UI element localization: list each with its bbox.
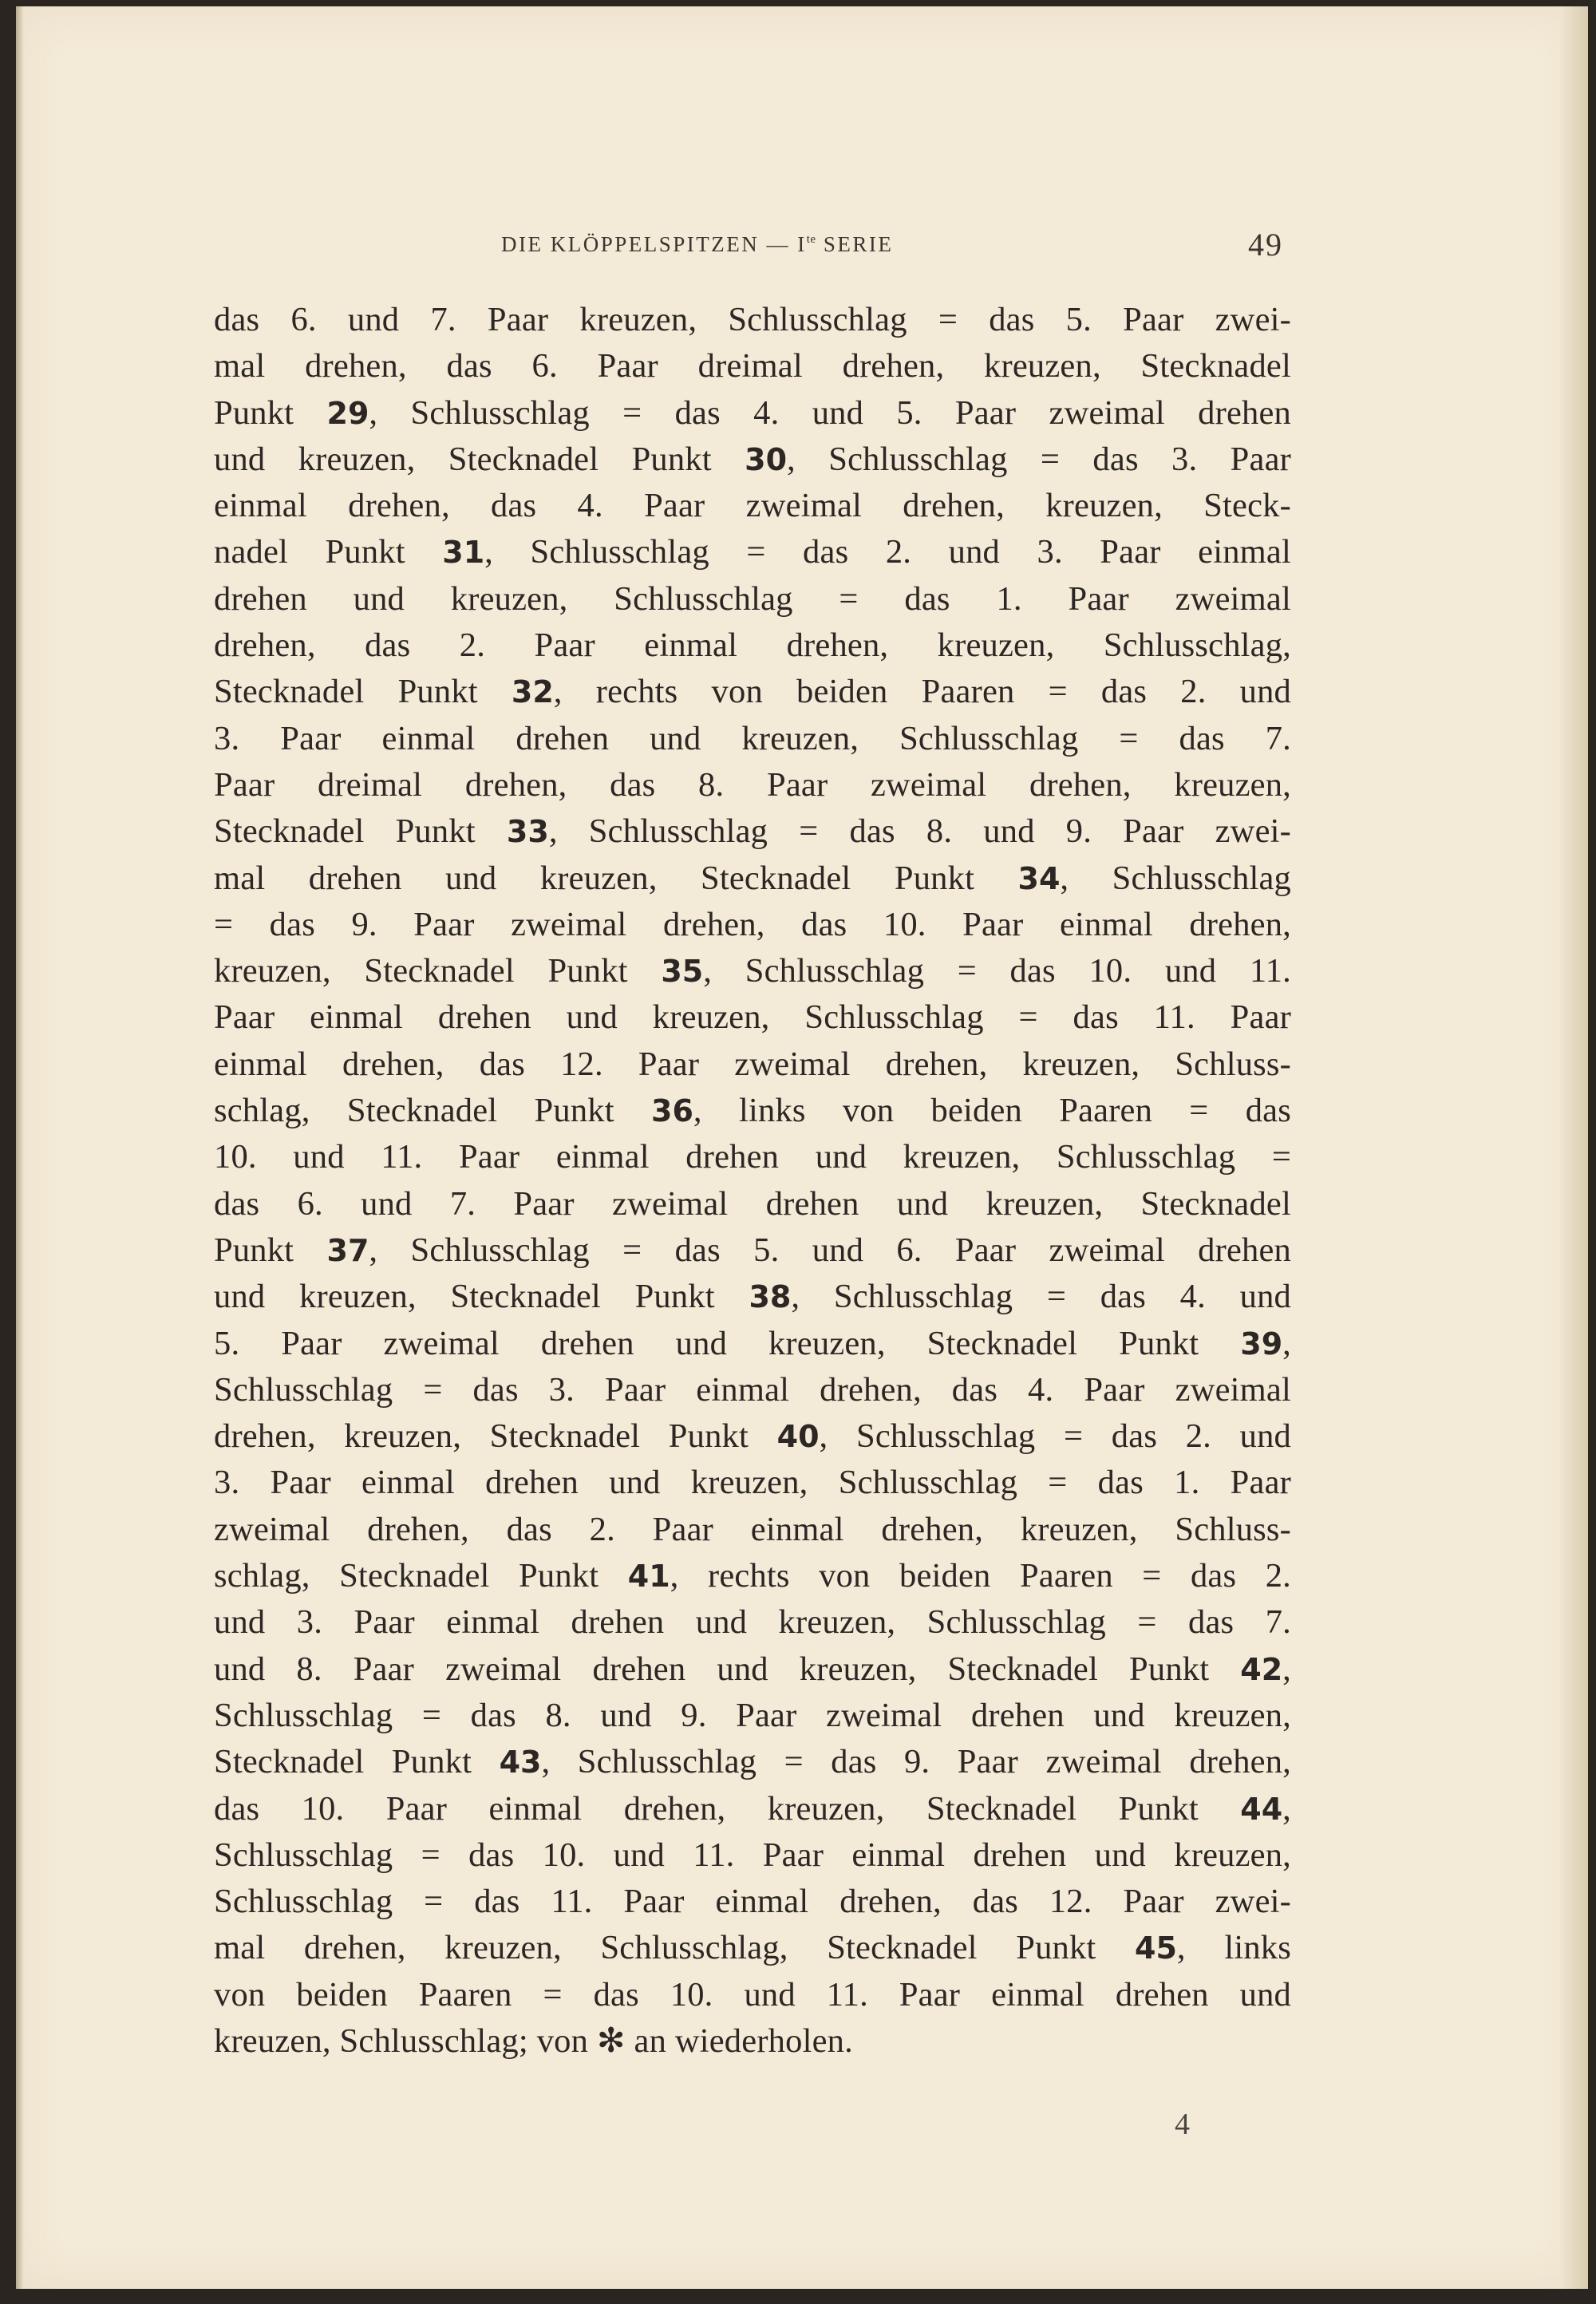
line-text: das 6. und 7. Paar zweimal drehen und kreuzen, Stecknadel: [214, 1184, 1291, 1223]
text-line: [214, 1460, 1291, 1506]
pin-point-number: 36: [651, 1093, 693, 1129]
line-text: mal drehen, das 6. Paar dreimal drehen, kreuzen, Stecknadel: [214, 347, 1291, 385]
line-text: drehen, das 2. Paar einmal drehen, kreuzen, Schlusschlag,: [214, 626, 1291, 665]
line-text: Punkt: [214, 1231, 327, 1269]
line-text: = das 9. Paar zweimal drehen, das 10. Paar einmal drehen,: [214, 905, 1291, 943]
line-text: und kreuzen, Stecknadel Punkt: [214, 440, 745, 478]
text-line: [214, 343, 1291, 389]
pin-point-number: 39: [1240, 1326, 1283, 1361]
text-line: [214, 529, 1291, 575]
line-text: ,: [1282, 1789, 1291, 1828]
text-line: [214, 1693, 1291, 1739]
line-text: Schlusschlag = das 8. und 9. Paar zweimal drehen und kreuzen,: [214, 1696, 1291, 1734]
line-text: nadel Punkt: [214, 533, 443, 571]
line-text: Punkt: [214, 393, 327, 432]
line-text: , rechts von beiden Paaren = das 2. und: [553, 673, 1291, 711]
line-text: , Schlusschlag = das 4. und: [791, 1278, 1291, 1316]
pin-point-number: 37: [326, 1232, 369, 1268]
pin-point-number: 31: [442, 535, 485, 571]
line-text: ,: [1282, 1650, 1291, 1688]
line-text: , Schlusschlag = das 9. Paar zweimal drehen,: [541, 1743, 1291, 1781]
line-text: zweimal drehen, das 2. Paar einmal drehen, kreuzen, Schluss-: [214, 1510, 1291, 1548]
text-line: [214, 437, 1291, 483]
line-text: 3. Paar einmal drehen und kreuzen, Schlusschlag = das 1. Paar: [214, 1464, 1291, 1502]
text-line: [214, 1227, 1291, 1274]
text-line: [214, 1041, 1291, 1088]
text-line: [214, 1181, 1291, 1227]
series-word: SERIE: [823, 232, 894, 256]
line-text: , rechts von beiden Paaren = das 2.: [670, 1557, 1291, 1595]
line-text: , Schlusschlag = das 4. und 5. Paar zweimal drehen: [369, 393, 1291, 432]
running-title: [501, 232, 893, 257]
text-line: [214, 1134, 1291, 1180]
text-line: [214, 1088, 1291, 1134]
body-paragraph: [214, 297, 1291, 2065]
line-text: schlag, Stecknadel Punkt: [214, 1092, 652, 1130]
line-text: Stecknadel Punkt: [214, 1743, 500, 1781]
pin-point-number: 34: [1017, 860, 1061, 896]
line-text: , Schlusschlag = das 2. und: [819, 1417, 1291, 1456]
text-line: [214, 1925, 1291, 1971]
line-text: Schlusschlag = das 11. Paar einmal drehen, das 12. Paar zwei-: [214, 1883, 1291, 1921]
text-line: [214, 716, 1291, 762]
line-text: mal drehen, kreuzen, Schlusschlag, Stecknadel Punkt: [214, 1929, 1136, 1967]
line-text: , links: [1176, 1929, 1291, 1967]
text-line: [214, 994, 1291, 1041]
text-line: [214, 390, 1291, 437]
line-text: , Schlusschlag = das 5. und 6. Paar zweimal drehen: [369, 1231, 1291, 1269]
text-line: [214, 2018, 1291, 2065]
text-line: [214, 1646, 1291, 1693]
pin-point-number: 38: [749, 1279, 792, 1315]
pin-point-number: 40: [776, 1419, 820, 1455]
pin-point-number: 30: [745, 441, 788, 477]
text-line: [214, 1832, 1291, 1879]
text-line: [214, 1599, 1291, 1646]
pin-point-number: 43: [499, 1745, 542, 1780]
line-text: Schlusschlag = das 10. und 11. Paar einmal drehen und kreuzen,: [214, 1836, 1291, 1874]
line-text: , Schlusschlag = das 2. und 3. Paar einmal: [484, 533, 1291, 571]
line-text: 5. Paar zweimal drehen und kreuzen, Stecknadel Punkt: [214, 1324, 1241, 1362]
text-line: [214, 576, 1291, 622]
line-text: , links von beiden Paaren = das: [693, 1092, 1291, 1130]
text-line: [214, 1972, 1291, 2018]
line-text: , Schlusschlag = das 8. und 9. Paar zwei-: [548, 812, 1292, 851]
pin-point-number: 45: [1135, 1931, 1177, 1966]
text-line: [214, 948, 1291, 994]
page-number: 49: [1248, 227, 1283, 263]
text-line: [214, 297, 1291, 343]
text-line: [214, 483, 1291, 529]
line-text: Paar einmal drehen und kreuzen, Schlusschlag = das 11. Paar: [214, 998, 1291, 1037]
pin-point-number: 35: [661, 954, 704, 990]
line-text: ,: [1282, 1324, 1291, 1362]
pin-point-number: 32: [511, 674, 554, 710]
line-text: das 10. Paar einmal drehen, kreuzen, Stecknadel Punkt: [214, 1789, 1241, 1828]
line-text: von beiden Paaren = das 10. und 11. Paar einmal drehen und: [214, 1975, 1291, 2014]
page-header: [214, 226, 1283, 266]
line-text: einmal drehen, das 4. Paar zweimal drehen, kreuzen, Steck-: [214, 487, 1291, 525]
line-text: Schlusschlag = das 3. Paar einmal drehen, das 4. Paar zweimal: [214, 1370, 1291, 1409]
line-text: das 6. und 7. Paar kreuzen, Schlusschlag = das 5. Paar zwei-: [214, 301, 1291, 338]
pin-point-number: 33: [506, 814, 549, 850]
pin-point-number: 44: [1240, 1791, 1283, 1827]
text-line: [214, 1413, 1291, 1460]
line-text: 3. Paar einmal drehen und kreuzen, Schlusschlag = das 7.: [214, 719, 1291, 757]
line-text: und kreuzen, Stecknadel Punkt: [214, 1278, 749, 1316]
line-text: kreuzen, Schlusschlag; von ✻ an wiederholen.: [214, 2021, 853, 2060]
line-text: und 8. Paar zweimal drehen und kreuzen, Stecknadel Punkt: [214, 1650, 1241, 1688]
text-line: [214, 1367, 1291, 1413]
line-text: drehen, kreuzen, Stecknadel Punkt: [214, 1417, 777, 1456]
text-line: [214, 1739, 1291, 1785]
line-text: Stecknadel Punkt: [214, 812, 507, 851]
text-line: [214, 1507, 1291, 1553]
text-line: [214, 902, 1291, 948]
line-text: Stecknadel Punkt: [214, 673, 512, 711]
line-text: , Schlusschlag: [1060, 859, 1291, 897]
line-text: mal drehen und kreuzen, Stecknadel Punkt: [214, 859, 1018, 897]
text-line: [214, 762, 1291, 808]
line-text: , Schlusschlag = das 3. Paar: [787, 440, 1291, 478]
line-text: kreuzen, Stecknadel Punkt: [214, 952, 662, 990]
page-right-edge: [1560, 6, 1588, 2289]
signature-mark: 4: [1175, 2108, 1190, 2141]
page-gutter-shadow: [16, 6, 24, 2289]
text-line: [214, 1879, 1291, 1925]
series-ordinal-suffix: te: [806, 233, 816, 246]
pin-point-number: 41: [627, 1559, 670, 1595]
text-line: [214, 1321, 1291, 1367]
text-line: [214, 808, 1291, 855]
text-line: [214, 669, 1291, 715]
pin-point-number: 29: [326, 395, 369, 431]
pin-point-number: 42: [1240, 1651, 1283, 1687]
text-line: [214, 622, 1291, 669]
text-line: [214, 1786, 1291, 1832]
line-text: , Schlusschlag = das 10. und 11.: [703, 952, 1291, 990]
line-text: und 3. Paar einmal drehen und kreuzen, Schlusschlag = das 7.: [214, 1603, 1291, 1642]
line-text: drehen und kreuzen, Schlusschlag = das 1. Paar zweimal: [214, 579, 1291, 618]
text-line: [214, 856, 1291, 902]
running-title-text: DIE KLÖPPELSPITZEN — I: [501, 232, 807, 256]
text-line: [214, 1553, 1291, 1599]
line-text: Paar dreimal drehen, das 8. Paar zweimal drehen, kreuzen,: [214, 765, 1291, 804]
line-text: 10. und 11. Paar einmal drehen und kreuzen, Schlusschlag =: [214, 1138, 1291, 1176]
text-line: [214, 1274, 1291, 1320]
line-text: schlag, Stecknadel Punkt: [214, 1557, 628, 1595]
line-text: einmal drehen, das 12. Paar zweimal drehen, kreuzen, Schluss-: [214, 1045, 1291, 1083]
